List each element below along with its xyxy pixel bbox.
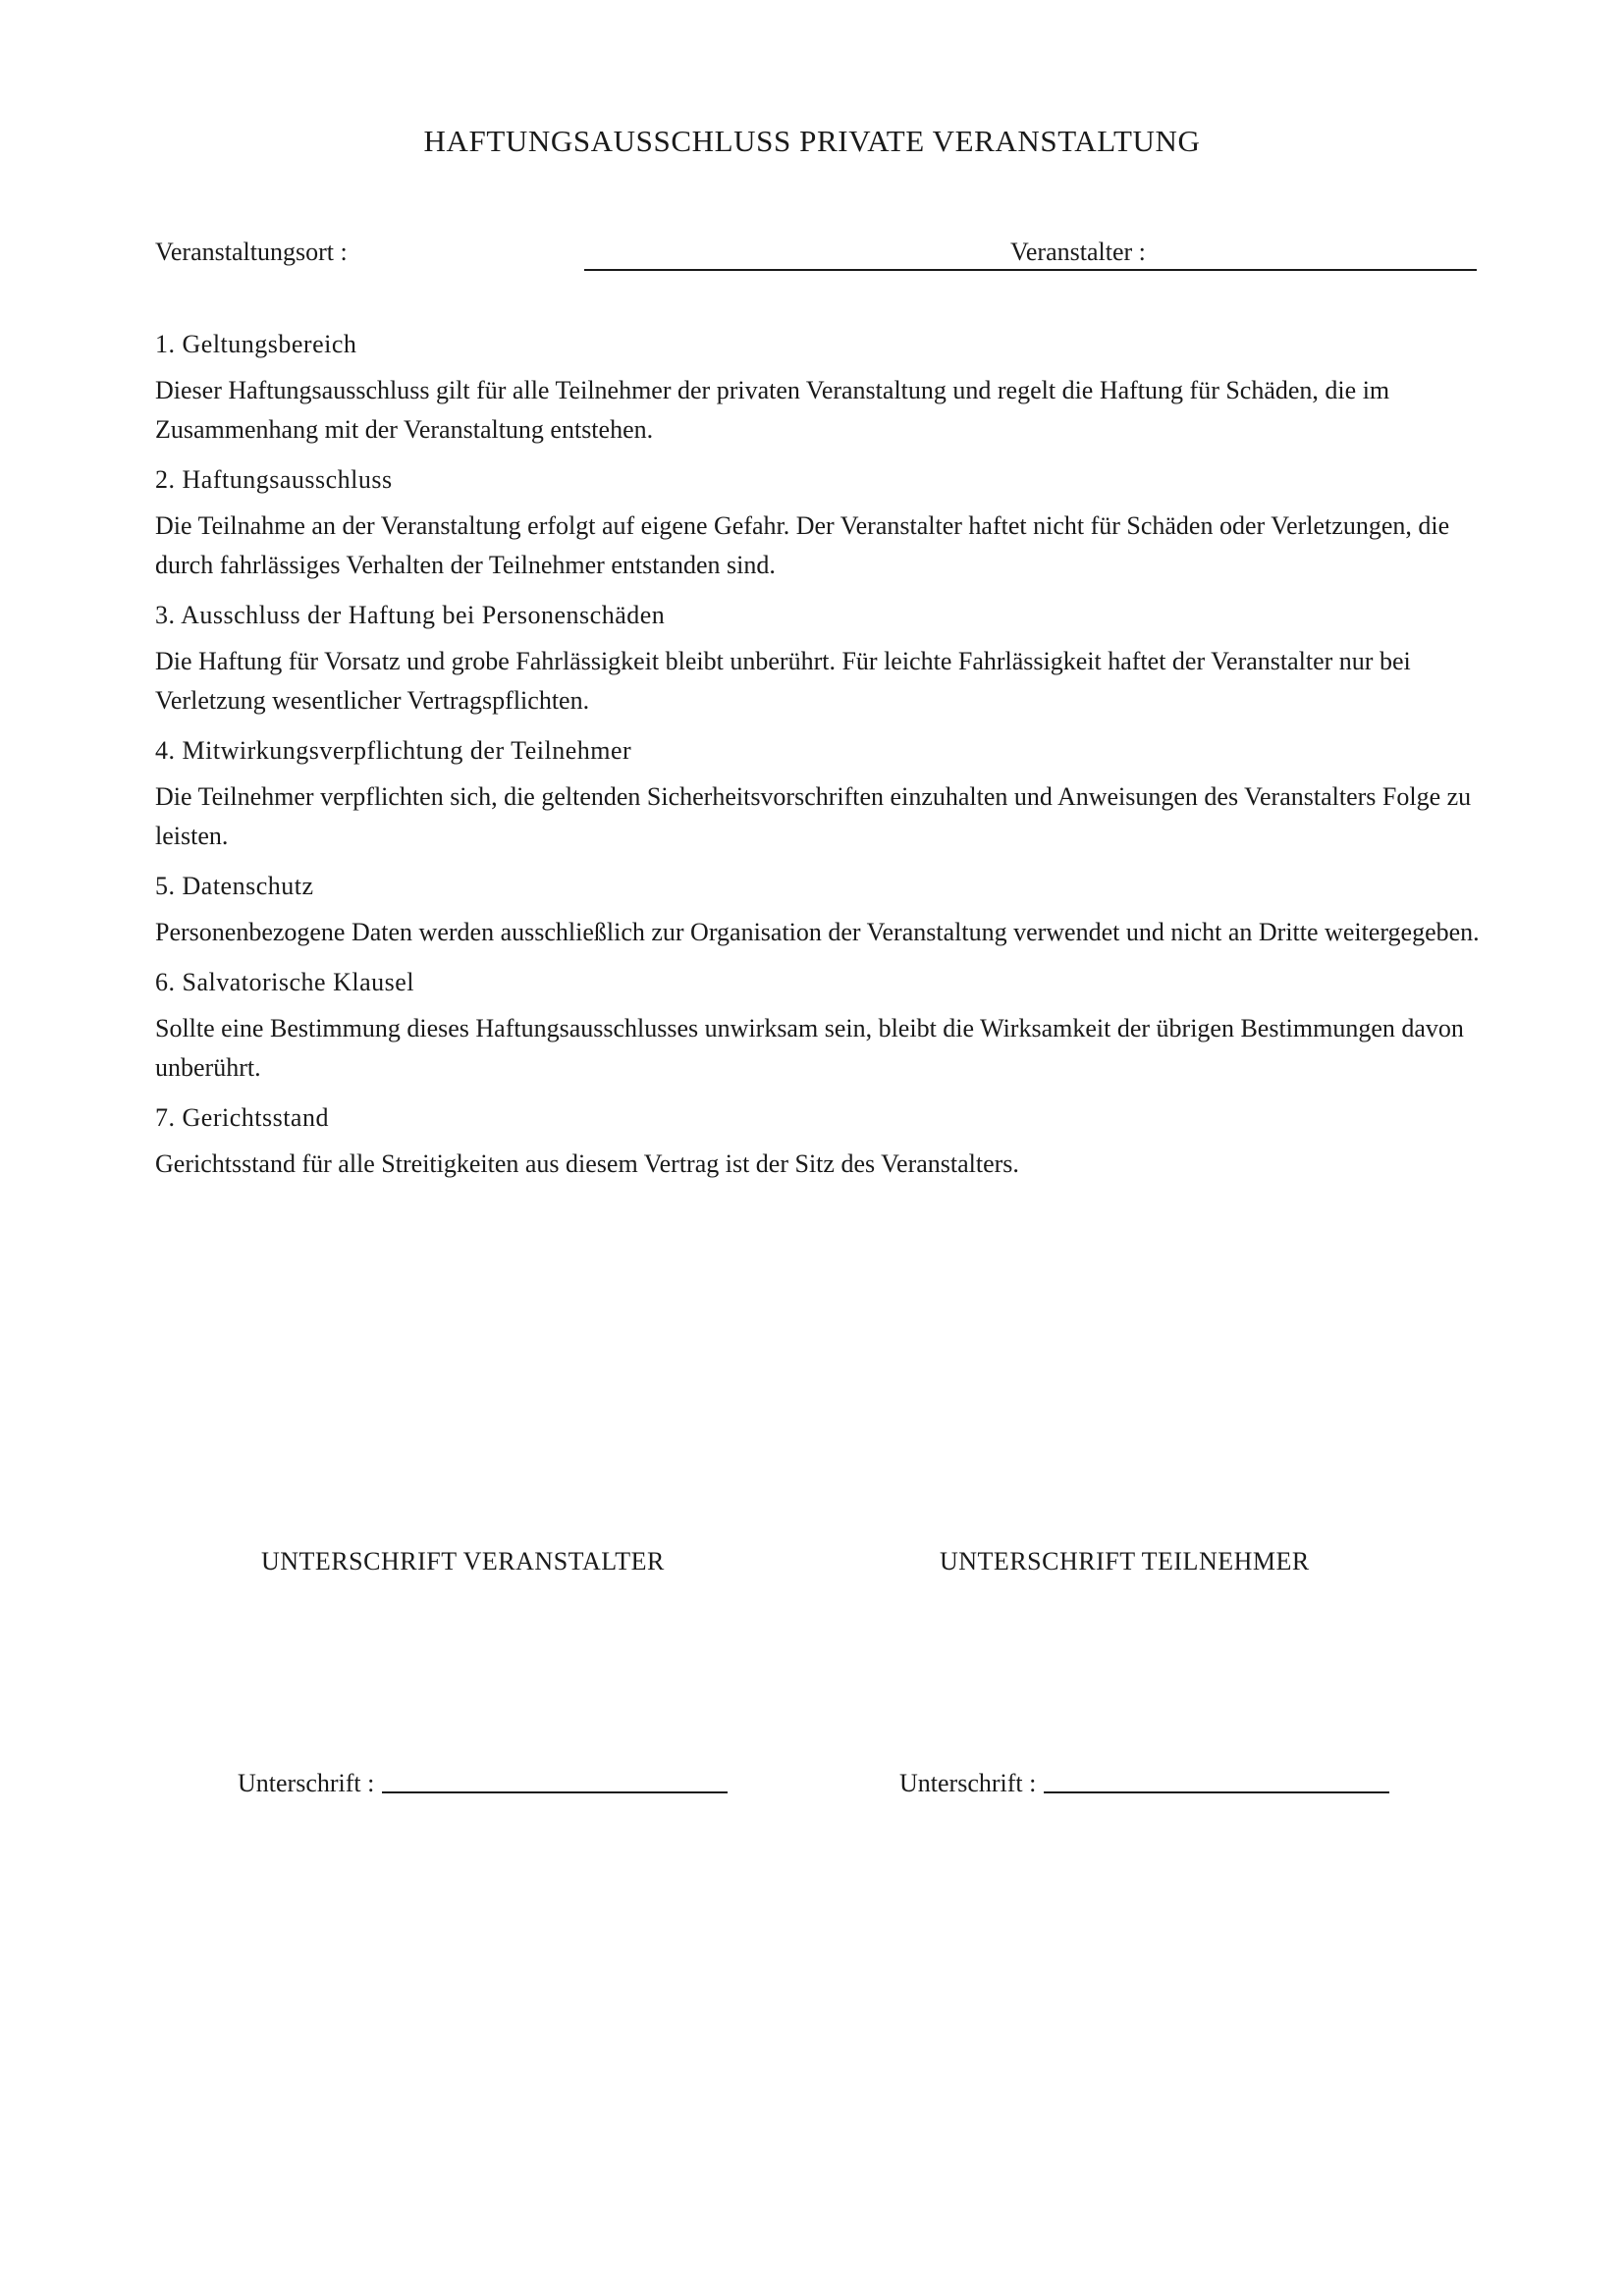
event-location-fill-line[interactable] <box>584 269 1477 271</box>
clause-body: Sollte eine Bestimmung dieses Haftungsausschlusses unwirksam sein, bleibt die Wirksamkeit der übrigen Bestimmungen davon unberührt. <box>155 1014 1464 1082</box>
event-organizer-label: Veranstalter : <box>1010 238 1146 266</box>
clause-heading: 1. Geltungsbereich <box>155 330 357 358</box>
clause-section <box>155 463 1481 585</box>
clause-heading: 7. Gerichtsstand <box>155 1103 329 1132</box>
clause-section <box>155 599 1481 721</box>
participant-signature-field <box>899 1767 1389 1800</box>
clause-section <box>155 1101 1481 1184</box>
clauses-list <box>155 328 1481 1198</box>
clause-body: Die Teilnehmer verpflichten sich, die geltenden Sicherheitsvorschriften einzuhalten und Anweisungen des Veranstalters Folge zu leisten. <box>155 782 1472 850</box>
clause-heading: 4. Mitwirkungsverpflichtung der Teilnehmer <box>155 736 632 765</box>
clause-heading: 5. Datenschutz <box>155 872 314 900</box>
clause-section <box>155 328 1481 450</box>
event-location-label: Veranstaltungsort : <box>155 238 348 266</box>
clause-heading: 3. Ausschluss der Haftung bei Personenschäden <box>155 601 666 629</box>
clause-body: Gerichtsstand für alle Streitigkeiten aus diesem Vertrag ist der Sitz des Veranstalters. <box>155 1149 1019 1178</box>
clause-body: Dieser Haftungsausschluss gilt für alle Teilnehmer der privaten Veranstaltung und regelt die Haftung für Schäden, die im Zusammenhang mit der Veranstaltung entstehen. <box>155 376 1390 444</box>
clause-section <box>155 734 1481 856</box>
organizer-signature-heading: UNTERSCHRIFT VERANSTALTER <box>261 1547 665 1575</box>
participant-signature-label: Unterschrift : <box>899 1769 1037 1797</box>
participant-signature-heading: UNTERSCHRIFT TEILNEHMER <box>940 1547 1310 1575</box>
clause-body: Personenbezogene Daten werden ausschließlich zur Organisation der Veranstaltung verwendet und nicht an Dritte weitergegeben. <box>155 918 1480 946</box>
clause-section <box>155 870 1481 952</box>
participant-signature-line[interactable] <box>1044 1790 1389 1793</box>
event-info-row <box>155 236 1477 275</box>
document-title: HAFTUNGSAUSSCHLUSS PRIVATE VERANSTALTUNG <box>423 124 1201 158</box>
clause-heading: 2. Haftungsausschluss <box>155 465 393 494</box>
clause-body: Die Haftung für Vorsatz und grobe Fahrlässigkeit bleibt unberührt. Für leichte Fahrlässigkeit haftet der Veranstalter nur bei Verletzung wesentlicher Vertragspflichten. <box>155 647 1411 715</box>
clause-heading: 6. Salvatorische Klausel <box>155 968 414 996</box>
organizer-signature-field <box>238 1767 728 1800</box>
organizer-signature-line[interactable] <box>382 1790 728 1793</box>
organizer-signature-label: Unterschrift : <box>238 1769 375 1797</box>
clause-section <box>155 966 1481 1088</box>
clause-body: Die Teilnahme an der Veranstaltung erfolgt auf eigene Gefahr. Der Veranstalter haftet nicht für Schäden oder Verletzungen, die durch fahrlässiges Verhalten der Teilnehmer entstanden sind. <box>155 511 1450 579</box>
